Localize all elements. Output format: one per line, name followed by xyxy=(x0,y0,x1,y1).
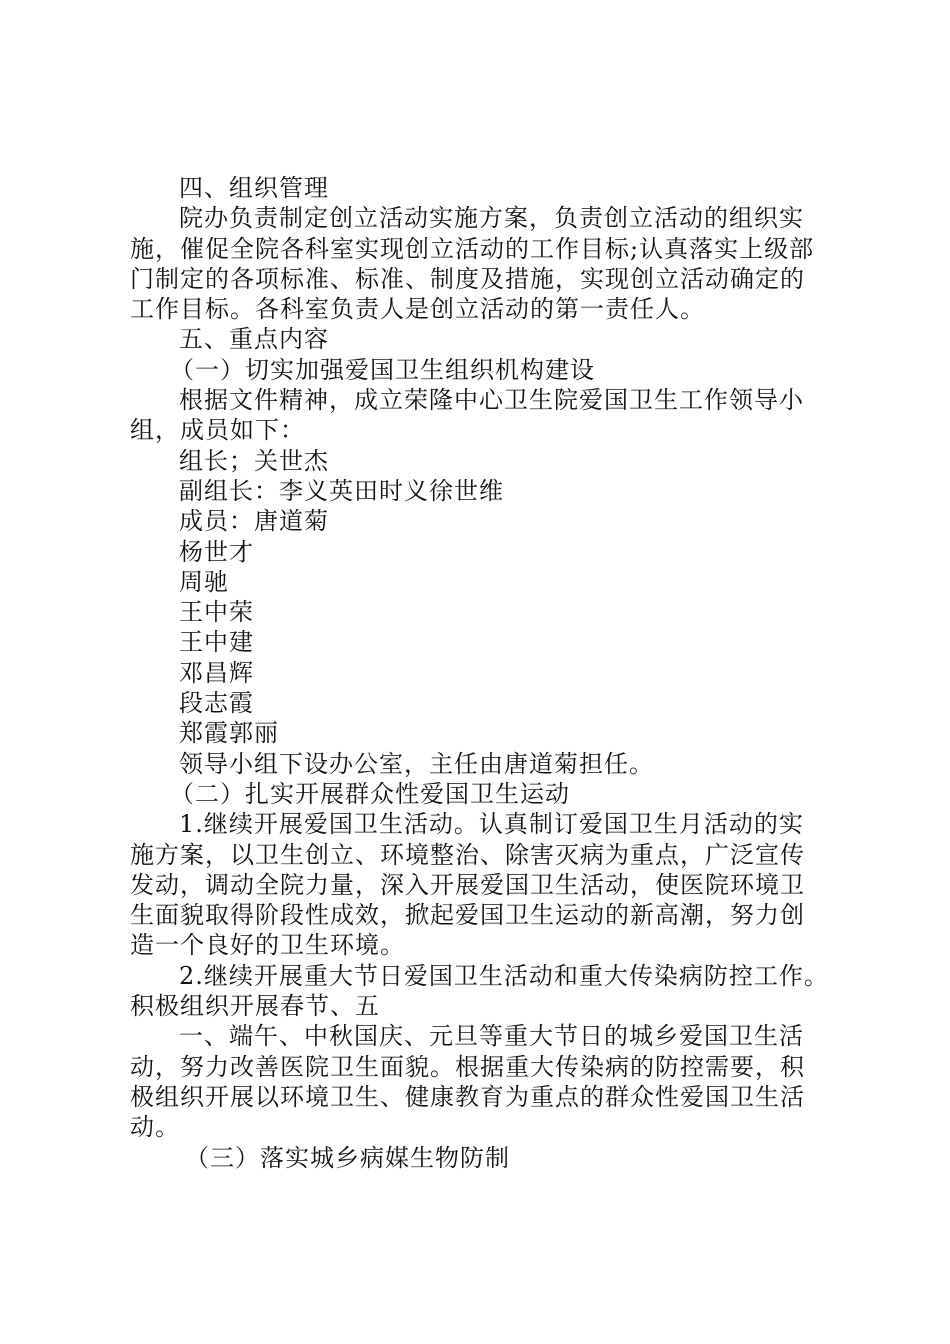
member-line: 成员：唐道菊 xyxy=(179,507,329,536)
member-line: 杨世才 xyxy=(179,537,254,566)
paragraph-line: 积极组织开展春节、五 xyxy=(130,992,380,1021)
member-line: 副组长：李义英田时义徐世维 xyxy=(179,476,504,505)
paragraph-line: 施，催促全院各科室实现创立活动的工作目标;认真落实上级部 xyxy=(130,234,815,263)
paragraph-line: 领导小组下设办公室，主任由唐道菊担任。 xyxy=(179,749,654,778)
paragraph-line: 2.继续开展重大节日爱国卫生活动和重大传染病防控工作。 xyxy=(179,961,829,990)
member-line: 邓昌辉 xyxy=(179,658,254,687)
paragraph-line: 根据文件精神，成立荣隆中心卫生院爱国卫生工作领导小 xyxy=(179,386,804,415)
paragraph-line: 发动，调动全院力量，深入开展爱国卫生活动，使医院环境卫 xyxy=(130,870,805,899)
section-heading-key-content: 五、重点内容 xyxy=(179,325,329,354)
member-line: 郑霞郭丽 xyxy=(179,719,279,748)
paragraph-line: 组，成员如下： xyxy=(130,416,305,445)
document-body xyxy=(130,173,830,1173)
paragraph-line: 1.继续开展爱国卫生活动。认真制订爱国卫生月活动的实 xyxy=(179,810,804,839)
paragraph-line: 动，努力改善医院卫生面貌。根据重大传染病的防控需要，积 xyxy=(130,1052,805,1081)
subsection-heading: （二）扎实开展群众性爱国卫生运动 xyxy=(170,779,570,808)
paragraph-line: 门制定的各项标准、标准、制度及措施，实现创立活动确定的 xyxy=(130,264,805,293)
paragraph-line: 极组织开展以环境卫生、健康教育为重点的群众性爱国卫生活 xyxy=(130,1082,805,1111)
paragraph-line: 一、端午、中秋国庆、元旦等重大节日的城乡爱国卫生活 xyxy=(179,1022,804,1051)
member-line: 组长；关世杰 xyxy=(179,446,329,475)
paragraph-line: 院办负责制定创立活动实施方案，负责创立活动的组织实 xyxy=(179,204,804,233)
section-heading-organization: 四、组织管理 xyxy=(179,174,329,202)
paragraph-line: 生面貌取得阶段性成效，掀起爱国卫生运动的新高潮，努力创 xyxy=(130,901,805,930)
paragraph-line: 动。 xyxy=(130,1113,180,1142)
member-line: 段志霞 xyxy=(179,689,254,718)
paragraph-line: 造一个良好的卫生环境。 xyxy=(130,931,405,960)
member-line: 王中建 xyxy=(179,628,254,657)
subsection-heading: （三）落实城乡病媒生物防制 xyxy=(185,1143,510,1172)
member-line: 王中荣 xyxy=(179,598,254,627)
subsection-heading: （一）切实加强爱国卫生组织机构建设 xyxy=(170,355,595,384)
paragraph-line: 施方案，以卫生创立、环境整治、除害灭病为重点，广泛宣传 xyxy=(130,840,805,869)
member-line: 周驰 xyxy=(179,567,229,596)
paragraph-line: 工作目标。各科室负责人是创立活动的第一责任人。 xyxy=(130,295,705,324)
